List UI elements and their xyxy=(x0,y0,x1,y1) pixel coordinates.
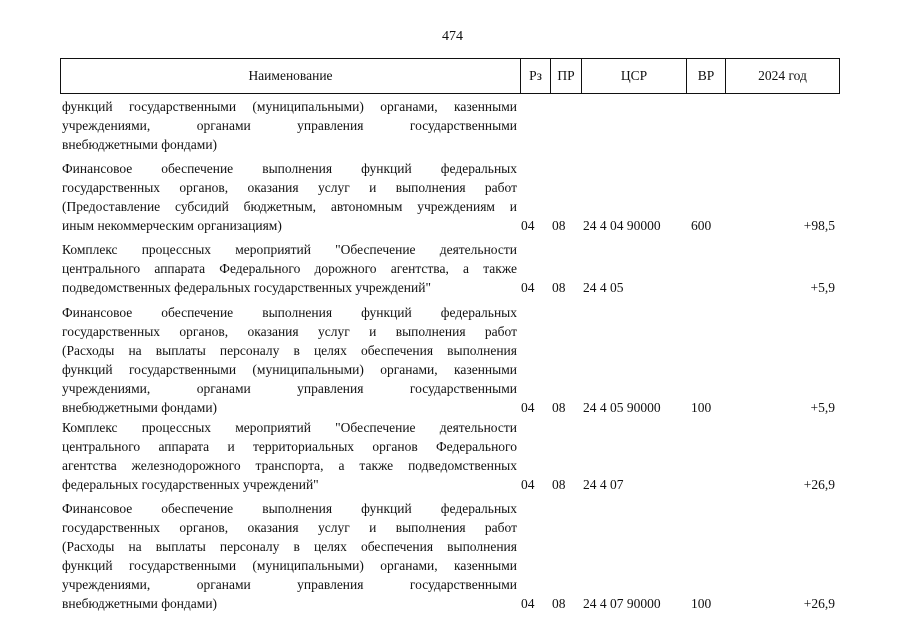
row-name xyxy=(62,240,517,297)
row-name-line: функций государственными (муниципальными) органами, казенными xyxy=(62,99,517,114)
header-rz: Рз xyxy=(529,68,542,83)
row-pr: 08 xyxy=(552,477,566,492)
row-name-line: государственных органов, оказания услуг и выполнения работ xyxy=(62,180,517,195)
row-name xyxy=(62,303,517,417)
row-amount: +26,9 xyxy=(803,477,835,492)
header-pr: ПР xyxy=(557,68,575,83)
row-name-line: учреждениями, органами управления государственными xyxy=(62,577,517,592)
row-name xyxy=(62,97,517,154)
row-name-line: (Расходы на выплаты персоналу в целях обеспечения выполнения xyxy=(62,343,517,358)
row-vr: 600 xyxy=(691,218,712,233)
row-rz: 04 xyxy=(521,400,535,415)
row-name-line: государственных органов, оказания услуг и выполнения работ xyxy=(62,324,517,339)
row-name-line: (Предоставление субсидий бюджетным, автономным учреждениям и xyxy=(62,199,517,214)
row-name-line: подведомственных федеральных государственных учреждений" xyxy=(62,280,431,295)
row-name-line: центрального аппарата Федерального дорожного агентства, а также xyxy=(62,261,517,276)
row-rz: 04 xyxy=(521,477,535,492)
table-header xyxy=(60,58,840,94)
row-name-line: функций государственными (муниципальными) органами, казенными xyxy=(62,362,517,377)
row-pr: 08 xyxy=(552,218,566,233)
row-name-line: внебюджетными фондами) xyxy=(62,400,218,415)
row-name-line: функций государственными (муниципальными) органами, казенными xyxy=(62,558,517,573)
row-csr: 24 4 04 90000 xyxy=(583,218,661,233)
row-amount: +5,9 xyxy=(810,400,835,415)
row-pr: 08 xyxy=(552,596,566,611)
row-csr: 24 4 05 xyxy=(583,280,624,295)
row-name-line: Финансовое обеспечение выполнения функций федеральных xyxy=(62,305,517,320)
row-amount: +98,5 xyxy=(803,218,835,233)
row-pr: 08 xyxy=(552,280,566,295)
row-vr: 100 xyxy=(691,596,712,611)
row-name-line: внебюджетными фондами) xyxy=(62,137,218,152)
header-year: 2024 год xyxy=(758,68,807,83)
row-rz: 04 xyxy=(521,280,535,295)
row-name xyxy=(62,418,517,494)
row-csr: 24 4 07 xyxy=(583,477,624,492)
row-name xyxy=(62,159,517,235)
header-name: Наименование xyxy=(248,68,333,83)
header-csr: ЦСР xyxy=(620,68,648,83)
row-amount: +5,9 xyxy=(810,280,835,295)
row-rz: 04 xyxy=(521,596,535,611)
row-csr: 24 4 05 90000 xyxy=(583,400,661,415)
row-name-line: Комплекс процессных мероприятий "Обеспечение деятельности xyxy=(62,242,517,257)
row-name-line: Финансовое обеспечение выполнения функций федеральных xyxy=(62,501,517,516)
row-pr: 08 xyxy=(552,400,566,415)
row-vr: 100 xyxy=(691,400,712,415)
row-name-line: Комплекс процессных мероприятий "Обеспечение деятельности xyxy=(62,420,517,435)
row-name-line: (Расходы на выплаты персоналу в целях обеспечения выполнения xyxy=(62,539,517,554)
row-name-line: учреждениями, органами управления государственными xyxy=(62,118,517,133)
row-name xyxy=(62,499,517,613)
row-name-line: государственных органов, оказания услуг и выполнения работ xyxy=(62,520,517,535)
row-name-line: Финансовое обеспечение выполнения функций федеральных xyxy=(62,161,517,176)
row-name-line: внебюджетными фондами) xyxy=(62,596,218,611)
page-number: 474 xyxy=(442,29,463,44)
row-name-line: центрального аппарата и территориальных органов Федерального xyxy=(62,439,517,454)
header-vr: ВР xyxy=(697,68,715,83)
row-amount: +26,9 xyxy=(803,596,835,611)
row-name-line: агентства железнодорожного транспорта, а также подведомственных xyxy=(62,458,517,473)
row-rz: 04 xyxy=(521,218,535,233)
row-name-line: учреждениями, органами управления государственными xyxy=(62,381,517,396)
row-name-line: иным некоммерческим организациям) xyxy=(62,218,282,233)
row-name-line: федеральных государственных учреждений" xyxy=(62,477,319,492)
row-csr: 24 4 07 90000 xyxy=(583,596,661,611)
